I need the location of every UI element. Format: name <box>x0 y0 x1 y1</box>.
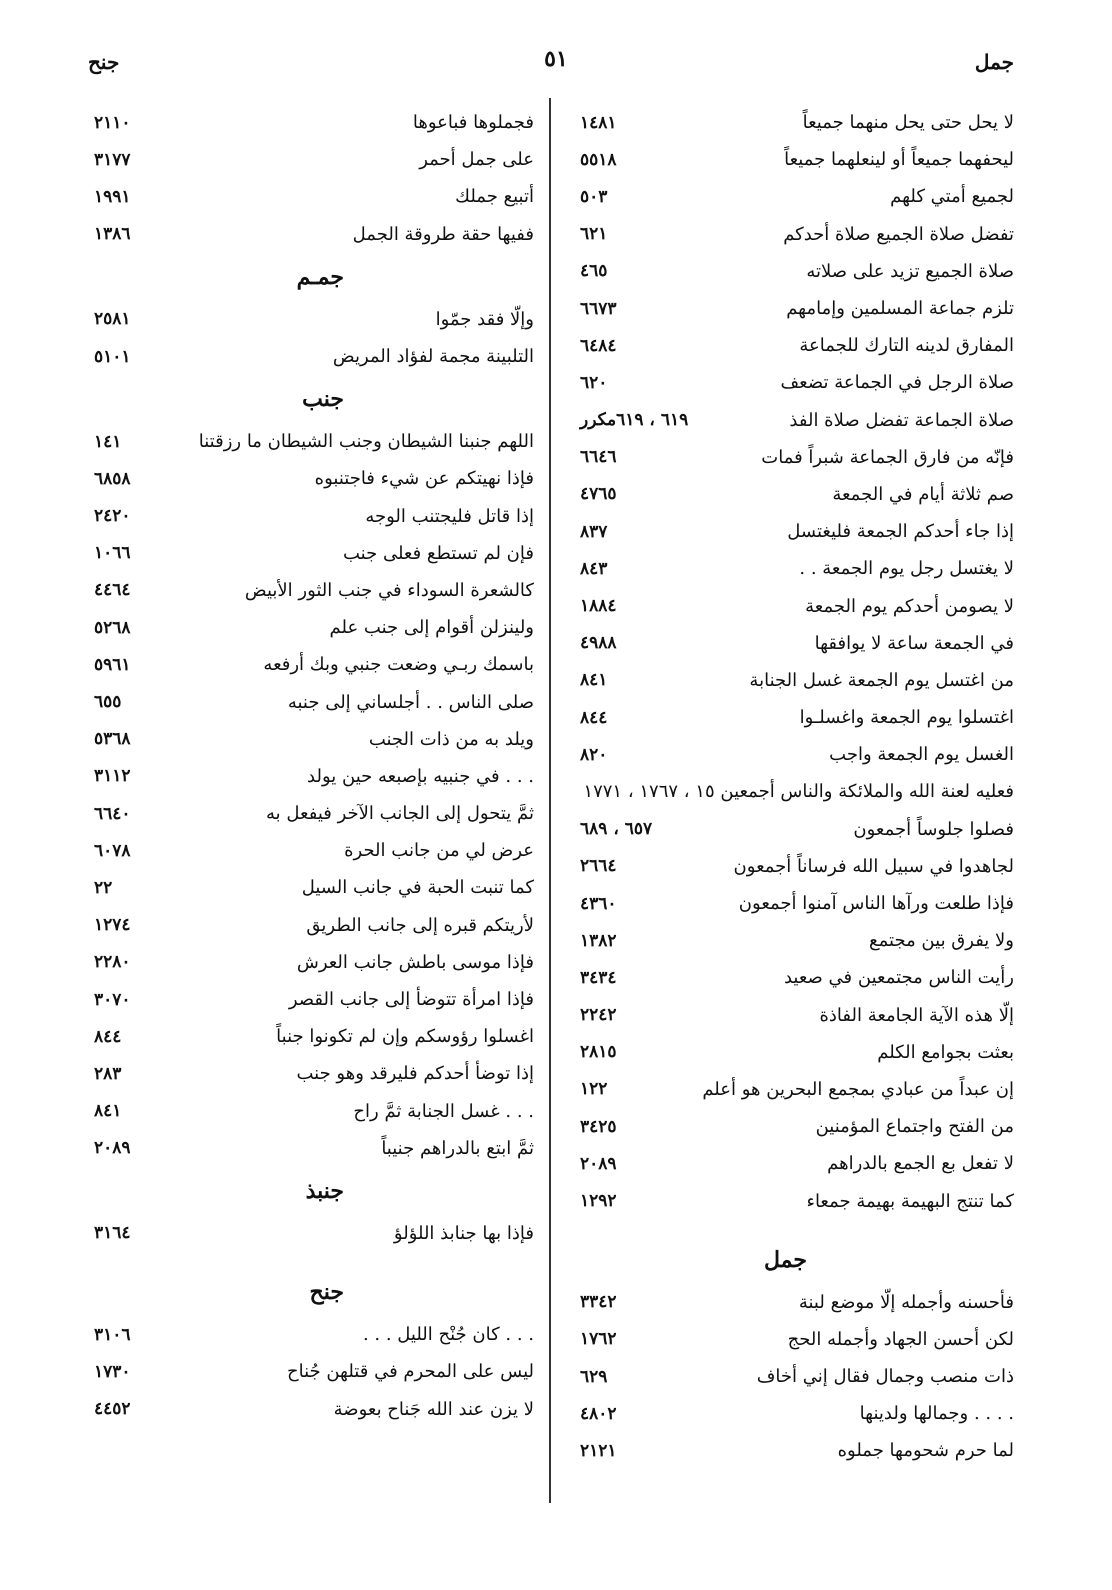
index-entry <box>88 1215 534 1252</box>
entry-number: ٨٤٤ <box>580 707 608 728</box>
entry-text: فإنّه من فارق الجماعة شبراً فمات <box>761 446 1014 468</box>
index-entry <box>88 178 534 215</box>
entry-text: إذا جاء أحدكم الجمعة فليغتسل <box>787 521 1014 543</box>
entry-text: إلّا هذه الآية الجامعة الفاذة <box>819 1004 1014 1026</box>
index-entry <box>88 832 534 869</box>
entry-text: لا تفعل بع الجمع بالدراهم <box>827 1153 1014 1175</box>
entry-text: ولا يفرق بين مجتمع <box>869 930 1014 952</box>
section-heading: جنب <box>302 386 344 413</box>
index-entry <box>88 758 534 795</box>
entry-text: ذات منصب وجمال فقال إني أخاف <box>756 1366 1014 1388</box>
entry-number: ١٠٦٦ <box>94 543 131 564</box>
index-entry <box>88 1130 534 1167</box>
index-entry <box>574 885 1014 922</box>
entry-text: . . . غسل الجنابة ثمَّ راح <box>353 1100 534 1122</box>
entry-text: فإذا بها جنابذ اللؤلؤ <box>393 1222 534 1244</box>
index-entry <box>574 997 1014 1034</box>
entry-number: ٦٥٥ <box>94 692 122 713</box>
entry-number: ٤٦٥ <box>580 261 608 282</box>
entry-number: ١٣٨٢ <box>580 930 617 951</box>
entry-number: ٣١١٢ <box>94 766 131 787</box>
index-entry <box>574 513 1014 550</box>
entry-number: ٢٠٨٩ <box>580 1153 617 1174</box>
index-entry <box>574 1284 1014 1321</box>
entry-number: ٨٤١ <box>580 670 608 691</box>
entry-text: كما تنتج البهيمة بهيمة جمعاء <box>806 1190 1014 1212</box>
entry-text: إذا قاتل فليجتنب الوجه <box>365 505 534 527</box>
entry-text: لا يغتسل رجل يوم الجمعة . . <box>799 558 1014 580</box>
entry-text: فإذا امرأة تتوضأ إلى جانب القصر <box>288 989 534 1011</box>
page-number: ٥١ <box>544 46 568 72</box>
index-entry <box>574 959 1014 996</box>
section-gap <box>574 1220 1014 1236</box>
entry-number: ٢٦٦٤ <box>580 856 617 877</box>
entry-text: فصلوا جلوساً أجمعون <box>853 818 1014 840</box>
entry-text: اللهم جنبنا الشيطان وجنب الشيطان ما رزقتنا <box>198 431 534 453</box>
entry-number: ٣١٠٦ <box>94 1324 131 1345</box>
index-entry <box>574 1321 1014 1358</box>
entry-text: فإذا موسى باطش جانب العرش <box>296 951 534 973</box>
entry-text: لما حرم شحومها جملوه <box>837 1440 1014 1462</box>
index-entry <box>88 646 534 683</box>
entry-number: ٢١١٠ <box>94 112 131 133</box>
entry-text: في الجمعة ساعة لا يوافقها <box>814 632 1014 654</box>
index-entry <box>574 141 1014 178</box>
index-entry <box>574 402 1014 439</box>
entry-text: فأحسنه وأجمله إلّا موضع لبنة <box>798 1291 1014 1313</box>
entry-number: ٨٤١ <box>94 1101 122 1122</box>
entry-text: اغتسلوا يوم الجمعة واغسلـوا <box>799 707 1014 729</box>
entry-text: أتبيع جملك <box>455 186 534 208</box>
running-header-right: جمل <box>974 50 1014 74</box>
entry-text: إذا توضأ أحدكم فليرقد وهو جنب <box>296 1063 534 1085</box>
entry-number: ٤٨٠٢ <box>580 1403 617 1424</box>
entry-number: ٦٦٤٠ <box>94 803 131 824</box>
entry-text: لأريتكم قبره إلى جانب الطريق <box>306 914 534 936</box>
index-entry <box>88 141 534 178</box>
entry-text: المفارق لدينه التارك للجماعة <box>799 335 1014 357</box>
entry-text: فعليه لعنة الله والملائكة والناس أجمعين ١٥ ، ١٧٦٧ ، ١٧٧١ <box>583 781 1014 803</box>
entry-text: فإذا طلعت ورآها الناس آمنوا أجمعون <box>738 893 1014 915</box>
entry-text: من الفتح واجتماع المؤمنين <box>815 1116 1014 1138</box>
left-column <box>88 104 534 1428</box>
entry-number: ٦٠٧٨ <box>94 840 131 861</box>
entry-number: ٤٤٥٢ <box>94 1399 131 1420</box>
section-heading: جنبذ <box>305 1177 344 1204</box>
entry-number: ٤٩٨٨ <box>580 633 617 654</box>
index-entry <box>88 683 534 720</box>
entry-text: لا يزن عند الله جَناح بعوضة <box>333 1398 534 1420</box>
entry-number: ٥٩٦١ <box>94 654 131 675</box>
entry-number: ٣٣٤٢ <box>580 1292 617 1313</box>
entry-text: . . . . وجمالها ولدينها <box>859 1403 1014 1425</box>
entry-text: على جمل أحمر <box>419 149 534 171</box>
entry-number: ٨٢٠ <box>580 744 608 765</box>
entry-text: ليحفهما جميعاً أو لينعلهما جميعاً <box>784 149 1014 171</box>
entry-text: من اغتسل يوم الجمعة غسل الجنابة <box>749 669 1014 691</box>
entry-text: وإلّا فقد جمّوا <box>435 308 534 330</box>
entry-number: ٢٢ <box>94 877 113 898</box>
entry-number: ٦٥٧ ، ٦٨٩ <box>580 819 653 840</box>
entry-number: ١٩٩١ <box>94 186 131 207</box>
index-entry <box>574 290 1014 327</box>
entry-number: ٦٢٠ <box>580 372 608 393</box>
index-entry <box>574 178 1014 215</box>
entry-text: صلاة الجماعة تفضل صلاة الفذ <box>789 409 1014 431</box>
entry-number: ١٣٨٦ <box>94 224 131 245</box>
entry-text: فإن لم تستطع فعلى جنب <box>343 542 534 564</box>
entry-text: عرض لي من جانب الحرة <box>344 840 534 862</box>
entry-text: فجملوها فباعوها <box>412 112 534 134</box>
entry-number: ٦٢٩ <box>580 1366 608 1387</box>
entry-text: لكن أحسن الجهاد وأجمله الحج <box>787 1328 1014 1350</box>
entry-text: تفضل صلاة الجميع صلاة أحدكم <box>783 223 1014 245</box>
entry-number: ١٢٩٢ <box>580 1191 617 1212</box>
index-entry <box>88 498 534 535</box>
entry-number: ١٤٨١ <box>580 112 617 133</box>
index-entry <box>574 1108 1014 1145</box>
entry-number: ١٨٨٤ <box>580 596 617 617</box>
entry-number: ٢٢٨٠ <box>94 952 131 973</box>
entry-text: لجميع أمتي كلهم <box>890 186 1014 208</box>
index-entry <box>88 572 534 609</box>
index-entry <box>574 736 1014 773</box>
entry-text: رأيت الناس مجتمعين في صعيد <box>783 967 1014 989</box>
index-entry <box>88 907 534 944</box>
index-entry <box>88 460 534 497</box>
entry-text: لا يحل حتى يحل منهما جميعاً <box>802 112 1014 134</box>
index-entry <box>574 587 1014 624</box>
entry-number: ٢٨٣ <box>94 1063 122 1084</box>
entry-number: ٢٨١٥ <box>580 1042 617 1063</box>
index-entry <box>88 1316 534 1353</box>
entry-text: الغسل يوم الجمعة واجب <box>829 744 1014 766</box>
entry-number: ٢٤٢٠ <box>94 506 131 527</box>
entry-text: كالشعرة السوداء في جنب الثور الأبيض <box>244 579 534 601</box>
index-entry <box>574 811 1014 848</box>
index-entry <box>574 1395 1014 1432</box>
entry-number: ٨٤٤ <box>94 1026 122 1047</box>
section-heading: جنح <box>309 1279 344 1306</box>
entry-number: ٣٤٢٥ <box>580 1116 617 1137</box>
index-entry <box>88 721 534 758</box>
entry-number: ٦٢١ <box>580 224 608 245</box>
index-entry <box>574 550 1014 587</box>
entry-text: ثمَّ ابتع بالدراهم جنيباً <box>381 1137 534 1159</box>
index-entry <box>88 104 534 141</box>
index-entry <box>574 625 1014 662</box>
entry-number: ١٧٦٢ <box>580 1329 617 1350</box>
index-entry <box>88 535 534 572</box>
entry-text: تلزم جماعة المسلمين وإمامهم <box>786 298 1014 320</box>
entry-text: باسمك ربـي وضعت جنبي وبك أرفعه <box>263 654 534 676</box>
index-entry <box>88 795 534 832</box>
entry-text: كما تنبت الحبة في جانب السيل <box>301 877 534 899</box>
index-entry <box>574 253 1014 290</box>
entry-number: ٣١٦٤ <box>94 1223 131 1244</box>
entry-number: ٦١٩ ، ٦١٩مكرر <box>580 410 689 431</box>
entry-number: ١٢٢ <box>580 1079 608 1100</box>
index-entry <box>88 1055 534 1092</box>
entry-number: ٦٨٥٨ <box>94 468 131 489</box>
right-column <box>574 104 1014 1470</box>
index-entry <box>574 773 1014 810</box>
index-entry <box>88 1018 534 1055</box>
index-entry <box>88 1390 534 1427</box>
entry-text: . . . كان جُنْح الليل . . . <box>362 1324 534 1346</box>
index-entry <box>88 609 534 646</box>
entry-number: ٢١٢١ <box>580 1440 617 1461</box>
entry-text: لجاهدوا في سبيل الله فرساناً أجمعون <box>733 855 1014 877</box>
index-entry <box>88 338 534 375</box>
section-heading: جمل <box>764 1246 807 1273</box>
entry-number: ٦٦٤٦ <box>580 447 617 468</box>
entry-number: ٥٢٦٨ <box>94 617 131 638</box>
entry-number: ٥٣٦٨ <box>94 729 131 750</box>
running-header-left: جنح <box>88 50 120 74</box>
index-entry <box>574 364 1014 401</box>
entry-number: ٣٠٧٠ <box>94 989 131 1010</box>
entry-text: بعثت بجوامع الكلم <box>877 1041 1014 1063</box>
entry-text: إن عبداً من عبادي بمجمع البحرين هو أعلم <box>702 1078 1014 1100</box>
index-entry <box>88 301 534 338</box>
index-entry <box>574 1034 1014 1071</box>
index-entry <box>574 1432 1014 1469</box>
entry-text: صلاة الرجل في الجماعة تضعف <box>780 372 1014 394</box>
index-entry <box>574 699 1014 736</box>
index-entry <box>88 1353 534 1390</box>
index-entry <box>574 1071 1014 1108</box>
entry-text: اغسلوا رؤوسكم وإن لم تكونوا جنباً <box>276 1026 534 1048</box>
entry-text: ففيها حقة طروقة الجمل <box>352 223 534 245</box>
entry-number: ٦٦٧٣ <box>580 298 617 319</box>
entry-text: ويلد به من ذات الجنب <box>368 728 534 750</box>
index-entry <box>574 1182 1014 1219</box>
column-divider <box>549 98 551 1503</box>
index-entry <box>574 1358 1014 1395</box>
entry-number: ١٧٣٠ <box>94 1361 131 1382</box>
entry-number: ٤٤٦٤ <box>94 580 131 601</box>
entry-text: ليس على المحرم في قتلهن جُناح <box>286 1361 534 1383</box>
entry-text: لا يصومن أحدكم يوم الجمعة <box>805 595 1014 617</box>
entry-text: . . . في جنبيه بإصبعه حين يولد <box>307 765 534 787</box>
entry-text: ثمَّ يتحول إلى الجانب الآخر فيفعل به <box>266 803 534 825</box>
entry-number: ٤٣٦٠ <box>580 893 617 914</box>
index-entry <box>88 869 534 906</box>
section-gap <box>88 1252 534 1268</box>
entry-number: ٨٣٧ <box>580 521 608 542</box>
entry-number: ٣٤٣٤ <box>580 967 617 988</box>
entry-number: ٦٤٨٤ <box>580 335 617 356</box>
index-entry <box>574 662 1014 699</box>
entry-text: ولينزلن أقوام إلى جنب علم <box>329 617 534 639</box>
index-entry <box>88 944 534 981</box>
entry-number: ١٤١ <box>94 431 122 452</box>
entry-number: ٨٤٣ <box>580 558 608 579</box>
entry-number: ٥٠٣ <box>580 186 608 207</box>
entry-number: ٣١٧٧ <box>94 149 131 170</box>
entry-text: صلى الناس . . أجلساني إلى جنبه <box>287 691 534 713</box>
entry-text: صم ثلاثة أيام في الجمعة <box>832 483 1014 505</box>
entry-number: ٥١٠١ <box>94 346 131 367</box>
index-entry <box>88 1093 534 1130</box>
index-entry <box>88 423 534 460</box>
index-entry <box>574 922 1014 959</box>
index-entry <box>574 476 1014 513</box>
entry-number: ٢٠٨٩ <box>94 1138 131 1159</box>
section-heading: جمـم <box>296 263 344 290</box>
entry-number: ٢٢٤٢ <box>580 1005 617 1026</box>
index-entry <box>574 1145 1014 1182</box>
index-entry <box>574 848 1014 885</box>
index-entry <box>574 327 1014 364</box>
entry-text: صلاة الجميع تزيد على صلاته <box>806 260 1014 282</box>
index-entry <box>88 981 534 1018</box>
index-entry <box>574 216 1014 253</box>
index-entry <box>88 216 534 253</box>
entry-number: ١٢٧٤ <box>94 915 131 936</box>
entry-number: ٤٧٦٥ <box>580 484 617 505</box>
entry-text: فإذا نهيتكم عن شيء فاجتنبوه <box>314 468 534 490</box>
index-entry <box>574 439 1014 476</box>
index-entry <box>574 104 1014 141</box>
entry-number: ٢٥٨١ <box>94 309 131 330</box>
entry-number: ٥٥١٨ <box>580 149 617 170</box>
entry-text: التلبينة مجمة لفؤاد المريض <box>332 346 534 368</box>
